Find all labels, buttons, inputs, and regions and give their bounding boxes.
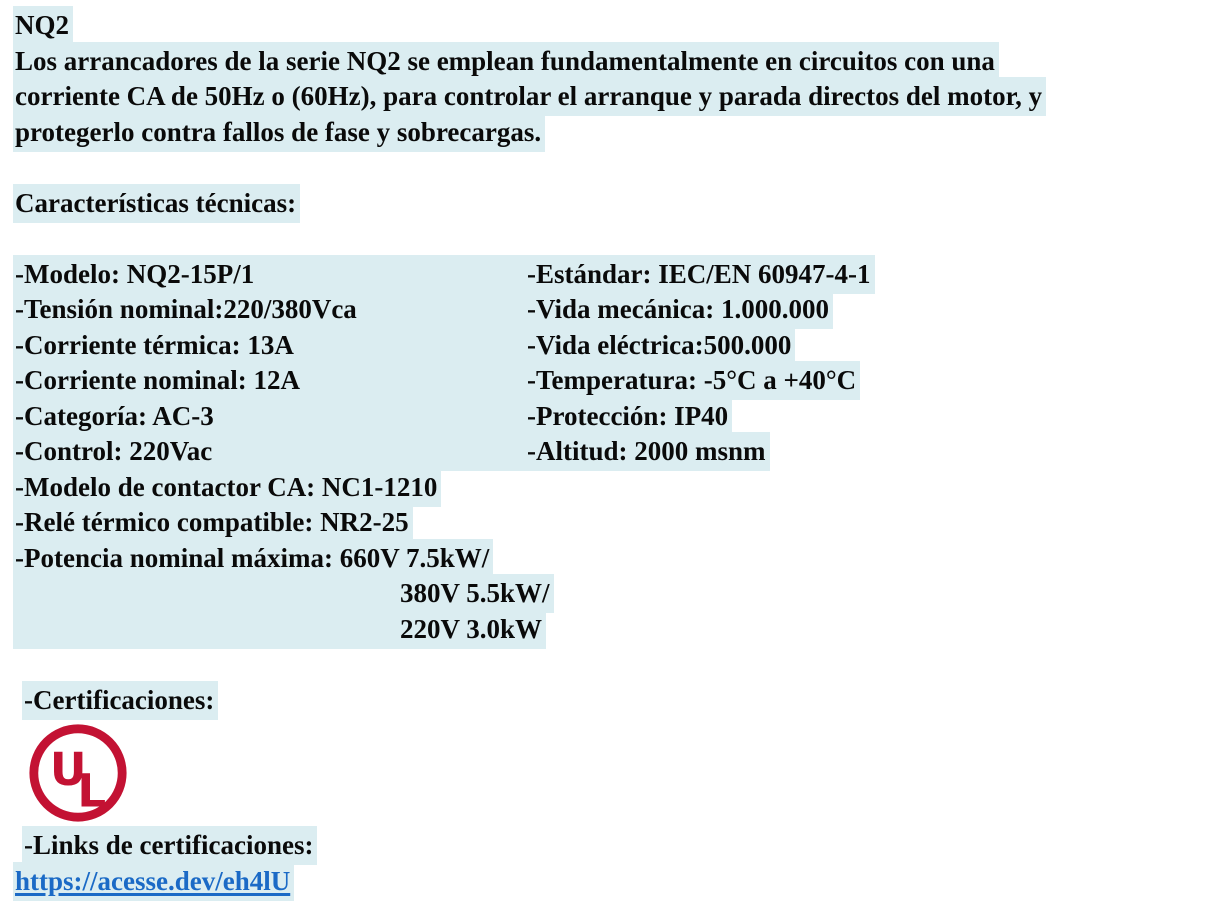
power-row (13, 541, 1210, 577)
spec-single: -Modelo de contactor CA: NC1-1210 (13, 468, 441, 507)
section-heading: Características técnicas: (13, 184, 300, 223)
spec-left: -Modelo: NQ2-15P/1 (15, 258, 255, 289)
section-heading-line (13, 186, 1210, 222)
spec-left: -Corriente nominal: 12A (15, 365, 300, 395)
spec-single: -Relé térmico compatible: NR2-25 (13, 503, 413, 542)
spec-row (13, 292, 1210, 328)
ul-letter-u: U (49, 742, 87, 796)
links-heading: -Links de certificaciones: (22, 826, 317, 865)
spec-left: -Control: 220Vac (15, 436, 213, 466)
power-row-text (13, 610, 546, 649)
ul-letter-l: L (77, 764, 107, 818)
certification-link[interactable]: https://acesse.dev/eh4lU (15, 865, 291, 896)
power-value: 220V 3.0kW (400, 613, 543, 644)
spec-right: -Temperatura: -5°C a +40°C (527, 365, 857, 395)
spec-row-text (13, 432, 770, 471)
blank-line (13, 221, 1210, 257)
spec-row-text (13, 361, 860, 400)
spec-row (13, 328, 1210, 364)
power-label: -Potencia nominal máxima: (15, 542, 340, 573)
spec-row (13, 363, 1210, 399)
link-line (13, 864, 1210, 900)
certifications-heading: -Certificaciones: (22, 681, 218, 720)
product-title: NQ2 (13, 6, 73, 45)
certification-logo-line (13, 718, 1210, 828)
spec-row (13, 505, 1210, 541)
blank-line (13, 647, 1210, 683)
spec-row (13, 470, 1210, 506)
spec-left: -Tensión nominal:220/380Vca (15, 294, 357, 324)
spec-right: -Protección: IP40 (527, 400, 729, 431)
spec-row-text (13, 290, 833, 329)
intro-line (13, 115, 1210, 151)
intro-text-1: Los arrancadores de la serie NQ2 se emplean fundamentalmente en circuitos con una (13, 42, 999, 81)
spec-row (13, 434, 1210, 470)
power-row (13, 612, 1210, 648)
spec-right: -Altitud: 2000 msnm (527, 436, 766, 466)
ul-logo-icon (25, 720, 131, 826)
spec-right: -Vida mecánica: 1.000.000 (527, 294, 829, 324)
spec-row-text (13, 326, 795, 365)
intro-line (13, 79, 1210, 115)
power-value: 380V 5.5kW/ (400, 578, 550, 608)
intro-text-3: protegerlo contra fallos de fase y sobrecargas. (13, 113, 545, 152)
intro-line (13, 44, 1210, 80)
spec-row-text (13, 397, 732, 436)
spec-left: -Categoría: AC-3 (15, 400, 214, 431)
intro-text-2: corriente CA de 50Hz o (60Hz), para controlar el arranque y parada directos del motor, y (13, 77, 1046, 116)
links-heading-line (13, 828, 1210, 864)
certifications-heading-line (13, 683, 1210, 719)
power-row (13, 576, 1210, 612)
power-row-text (13, 539, 493, 578)
spec-right: -Estándar: IEC/EN 60947-4-1 (527, 258, 871, 289)
spec-row-text (13, 255, 875, 294)
link-highlight (13, 862, 294, 901)
title-line (13, 8, 1210, 44)
spec-left: -Corriente térmica: 13A (15, 329, 294, 360)
power-row-text (13, 574, 554, 613)
spec-row (13, 257, 1210, 293)
spec-right: -Vida eléctrica:500.000 (527, 329, 792, 360)
power-value: 660V 7.5kW/ (339, 542, 490, 573)
spec-row (13, 399, 1210, 435)
ul-logo (25, 720, 131, 836)
blank-line (13, 150, 1210, 186)
